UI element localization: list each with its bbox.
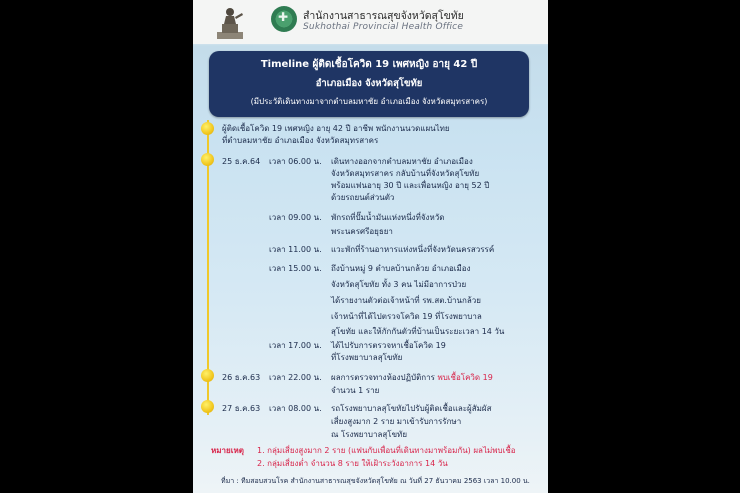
event-text: รถโรงพยาบาลสุโขทัยไปรับผู้ติดเชื้อและผู้สัมผัส bbox=[331, 404, 492, 413]
event-text: พักรถที่ปั๊มน้ำมันแห่งหนึ่งที่จังหวัด bbox=[331, 213, 445, 222]
title-line-2: อำเภอเมือง จังหวัดสุโขทัย bbox=[315, 78, 423, 89]
event-time: เวลา 22.00 น. bbox=[269, 373, 322, 382]
event-text: พร้อมแฟนอายุ 30 ปี และเพื่อนหญิง อายุ 52 ปี bbox=[331, 181, 490, 190]
notes-label: หมายเหตุ bbox=[211, 446, 244, 455]
event-text: ณ โรงพยาบาลสุโขทัย bbox=[331, 430, 407, 439]
timeline-dot bbox=[201, 400, 214, 413]
timeline-dot bbox=[201, 153, 214, 166]
event-text: ได้รายงานตัวต่อเจ้าหน้าที่ รพ.สต.บ้านกล้วย bbox=[331, 296, 481, 305]
event-date: 25 ธ.ค.64 bbox=[222, 157, 261, 166]
event-time: เวลา 09.00 น. bbox=[269, 213, 322, 222]
event-text: ถึงบ้านหมู่ 9 ตำบลบ้านกล้วย อำเภอเมือง bbox=[331, 264, 471, 273]
event-text: เจ้าหน้าที่ได้ไปตรวจโควิด 19 ที่โรงพยาบาล bbox=[331, 312, 482, 321]
health-ministry-seal-logo bbox=[271, 6, 297, 32]
timeline-dot bbox=[201, 122, 214, 135]
event-text: สุโขทัย และให้กักกันตัวที่บ้านเป็นระยะเวลา 14 วัน bbox=[331, 327, 505, 336]
positive-result-highlight: พบเชื้อโควิด 19 bbox=[437, 373, 493, 382]
event-text: เสี่ยงสูงมาก 2 ราย มาเข้ารับการรักษา bbox=[331, 417, 462, 426]
timeline-dot bbox=[201, 369, 214, 382]
event-text: จังหวัดสุโขทัย ทั้ง 3 คน ไม่มีอาการป่วย bbox=[331, 280, 467, 289]
event-text: ด้วยรถยนต์ส่วนตัว bbox=[331, 193, 395, 202]
intro-line-2: ที่ตำบลมหาชัย อำเภอเมือง จังหวัดสมุทรสาคร bbox=[222, 136, 379, 145]
statue-monument-logo bbox=[213, 4, 247, 40]
event-time: เวลา 17.00 น. bbox=[269, 341, 322, 350]
intro-line-1: ผู้ติดเชื้อโควิด 19 เพศหญิง อายุ 42 ปี อาชีพ พนักงานนวดแผนไทย bbox=[222, 124, 450, 133]
event-text: แวะพักที่ร้านอาหารแห่งหนึ่งที่จังหวัดนครสวรรค์ bbox=[331, 245, 495, 254]
note-2: 2. กลุ่มเสี่ยงต่ำ จำนวน 8 ราย ให้เฝ้าระวังอาการ 14 วัน bbox=[257, 459, 448, 468]
note-1: 1. กลุ่มเสี่ยงสูงมาก 2 ราย (แฟนกับเพื่อนที่เดินทางมาพร้อมกัน) ผลไม่พบเชื้อ bbox=[257, 446, 516, 455]
event-date: 27 ธ.ค.63 bbox=[222, 404, 261, 413]
event-text: จำนวน 1 ราย bbox=[331, 386, 380, 395]
org-name-thai: สำนักงานสาธารณสุขจังหวัดสุโขทัย bbox=[303, 10, 464, 22]
event-text: เดินทางออกจากตำบลมหาชัย อำเภอเมือง bbox=[331, 157, 473, 166]
timeline-poster bbox=[193, 0, 548, 493]
title-line-1: Timeline ผู้ติดเชื้อโควิด 19 เพศหญิง อายุ 42 ปี bbox=[260, 59, 478, 70]
lab-result-text: ผลการตรวจทางห้องปฏิบัติการ bbox=[331, 373, 435, 382]
title-box bbox=[209, 51, 529, 117]
source-footer: ที่มา : ทีมสอบสวนโรค สำนักงานสาธารณสุขจังหวัดสุโขทัย ณ วันที่ 27 ธันวาคม 2563 เวลา 10.00 น. bbox=[221, 477, 530, 485]
event-text: ที่โรงพยาบาลสุโขทัย bbox=[331, 353, 403, 362]
event-text: จังหวัดสมุทรสาคร กลับบ้านที่จังหวัดสุโขทัย bbox=[331, 169, 480, 178]
event-time: เวลา 15.00 น. bbox=[269, 264, 322, 273]
org-name-english: Sukhothai Provincial Health Office bbox=[303, 22, 464, 32]
event-text: พระนครศรีอยุธยา bbox=[331, 227, 393, 236]
event-time: เวลา 08.00 น. bbox=[269, 404, 322, 413]
title-line-3: (มีประวัติเดินทางมาจากตำบลมหาชัย อำเภอเมือง จังหวัดสมุทรสาคร) bbox=[250, 97, 488, 106]
event-date: 26 ธ.ค.63 bbox=[222, 373, 261, 382]
header-bar bbox=[193, 0, 548, 44]
event-text: ได้ไปรับการตรวจหาเชื้อโควิด 19 bbox=[331, 341, 446, 350]
event-time: เวลา 11.00 น. bbox=[269, 245, 322, 254]
event-text bbox=[331, 371, 493, 384]
event-time: เวลา 06.00 น. bbox=[269, 157, 322, 166]
